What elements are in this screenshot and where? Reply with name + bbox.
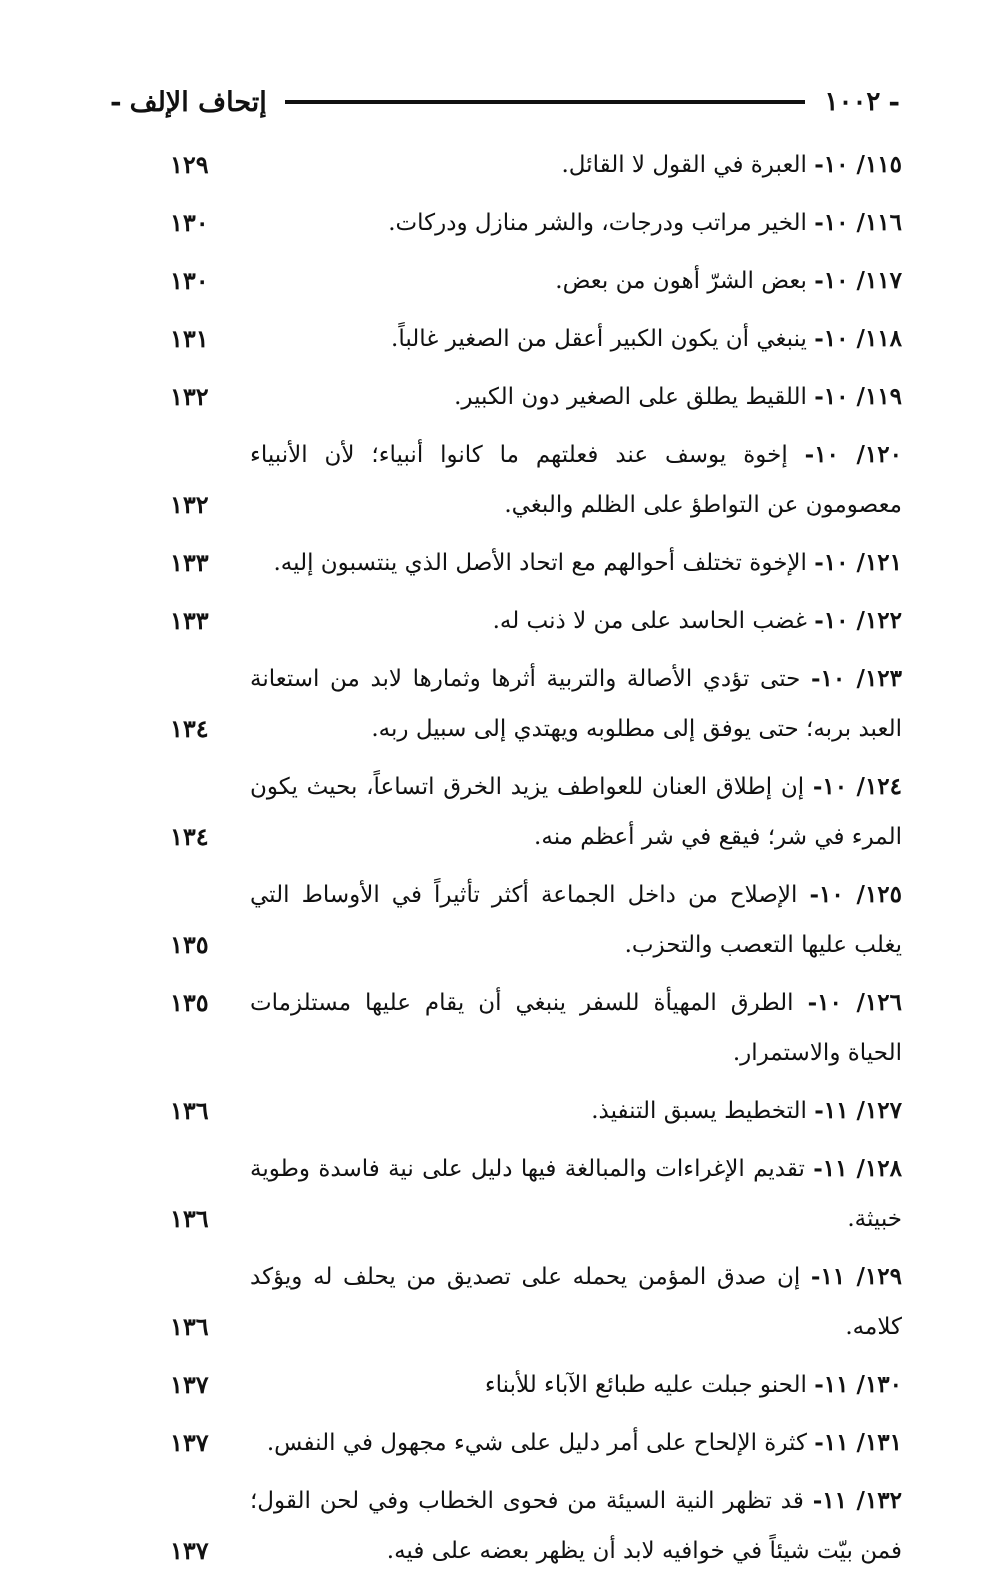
index-entry [170,1086,902,1136]
entry-text-block [250,140,902,190]
entry-number: ١٢٦/ ١٠- [807,989,902,1016]
entry-page-number: ١٣٦ [170,1312,209,1341]
index-entry [170,430,902,530]
entry-text: إخوة يوسف عند فعلتهم ما كانوا أنبياء؛ لأن الأنبياء معصومون عن التواطؤ على الظلم والبغي. [250,442,902,518]
entry-text: غضب الحاسد على من لا ذنب له. [492,608,815,634]
entry-text-block [250,1144,902,1244]
entry-text: ينبغي أن يكون الكبير أعقل من الصغير غالباً. [391,326,815,352]
entry-text: الطرق المهيأة للسفر ينبغي أن يقام عليها مستلزمات الحياة والاستمرار. [250,990,902,1066]
entry-number: ١٢٣/ ١٠- [810,665,902,692]
entry-text: العبرة في القول لا القائل. [561,152,815,178]
entry-text-block [250,762,902,862]
entry-text: بعض الشرّ أهون من بعض. [555,268,815,294]
entry-page-number: ١٣٢ [170,382,209,411]
index-entry [170,1360,902,1410]
entry-text-block [250,596,902,646]
entry-number: ١١٨/ ١٠- [814,325,902,352]
entry-page-number: ١٣٦ [170,1204,209,1233]
entry-page-number: ١٣١ [170,324,209,353]
index-entry [170,1144,902,1244]
entry-page-number: ١٣٣ [170,548,209,577]
entry-text-block [250,1476,902,1576]
entry-page-number: ١٣٢ [170,490,209,519]
entry-text: التخطيط يسبق التنفيذ. [591,1098,815,1124]
index-entry [170,198,902,248]
index-entry [170,372,902,422]
header-dash-right: - [888,85,900,118]
entry-text: الإخوة تختلف أحوالهم مع اتحاد الأصل الذي ينتسبون إليه. [273,550,815,576]
entry-page-number: ١٣٥ [170,930,209,959]
entry-page-number: ١٣٧ [170,1428,209,1457]
entry-text-block [250,538,902,588]
entry-page-number: ١٣٤ [170,714,209,743]
entry-page-number: ١٣٠ [170,266,209,295]
entry-number: ١٢٥/ ١٠- [809,881,902,908]
index-entry [170,256,902,306]
entry-page-number: ١٣٣ [170,606,209,635]
entry-text-block [250,654,902,754]
entry-text: تقديم الإغراءات والمبالغة فيها دليل على نية فاسدة وطوية خبيثة. [250,1156,902,1232]
index-entry [170,140,902,190]
entry-text-block [250,978,902,1078]
entry-text: كثرة الإلحاح على أمر دليل على شيء مجهول في النفس. [266,1430,815,1456]
index-entry [170,1252,902,1352]
entry-text: قد تظهر النية السيئة من فحوى الخطاب وفي لحن القول؛ فمن بيّت شيئاً في خوافيه لابد أن يظهر بعضه على فيه. [250,1488,902,1564]
entry-page-number: ١٢٩ [170,150,209,179]
entry-text-block [250,372,902,422]
index-list [170,140,902,1584]
entry-text: حتى تؤدي الأصالة والتربية أثرها وثمارها لابد من استعانة العبد بربه؛ حتى يوفق إلى مطلوبه ويهتدي إلى سبيل ربه. [250,666,902,742]
index-entry [170,538,902,588]
entry-number: ١٢٧/ ١١- [814,1097,902,1124]
header-rule [285,100,805,104]
entry-page-number: ١٣٦ [170,1096,209,1125]
entry-text-block [250,1418,902,1468]
entry-text: الإصلاح من داخل الجماعة أكثر تأثيراً في الأوساط التي يغلب عليها التعصب والتحزب. [250,882,902,958]
page-number: ١٠٠٢ [824,87,881,117]
entry-number: ١٢٩/ ١١- [810,1263,902,1290]
entry-text-block [250,1360,902,1410]
entry-number: ١١٧/ ١٠- [814,267,902,294]
index-entry [170,762,902,862]
entry-page-number: ١٣٠ [170,208,209,237]
running-header [110,82,900,122]
entry-page-number: ١٣٧ [170,1370,209,1399]
book-title: إتحاف الإلف [129,86,267,118]
entry-number: ١٢٠/ ١٠- [804,441,902,468]
index-entry [170,978,902,1078]
entry-number: ١٢٢/ ١٠- [814,607,902,634]
entry-number: ١١٩/ ١٠- [814,383,902,410]
entry-text: إن صدق المؤمن يحمله على تصديق من يحلف له ويؤكد كلامه. [250,1264,902,1340]
entry-text: إن إطلاق العنان للعواطف يزيد الخرق اتساعاً، بحيث يكون المرء في شر؛ فيقع في شر أعظم منه. [250,774,902,850]
entry-text-block [250,870,902,970]
entry-number: ١٣١/ ١١- [814,1429,902,1456]
index-entry [170,1476,902,1576]
entry-text-block [250,198,902,248]
entry-text: الحنو جبلت عليه طبائع الآباء للأبناء [484,1372,815,1398]
index-entry [170,1418,902,1468]
entry-page-number: ١٣٧ [170,1536,209,1565]
entry-text-block [250,1086,902,1136]
index-entry [170,314,902,364]
entry-number: ١٢١/ ١٠- [814,549,902,576]
entry-text: اللقيط يطلق على الصغير دون الكبير. [454,384,815,410]
index-entry [170,654,902,754]
index-entry [170,870,902,970]
entry-number: ١٣٢/ ١١- [812,1487,902,1514]
entry-text-block [250,1252,902,1352]
entry-number: ١٣٠/ ١١- [814,1371,902,1398]
entry-text-block [250,256,902,306]
entry-text-block [250,430,902,530]
entry-text: الخير مراتب ودرجات، والشر منازل ودركات. [388,210,815,236]
entry-number: ١١٥/ ١٠- [814,151,902,178]
entry-number: ١٢٤/ ١٠- [812,773,902,800]
header-dash-left: - [110,85,122,118]
entry-number: ١١٦/ ١٠- [814,209,902,236]
entry-text-block [250,314,902,364]
entry-page-number: ١٣٤ [170,822,209,851]
entry-page-number: ١٣٥ [170,988,209,1017]
index-entry [170,596,902,646]
entry-number: ١٢٨/ ١١- [813,1155,902,1182]
